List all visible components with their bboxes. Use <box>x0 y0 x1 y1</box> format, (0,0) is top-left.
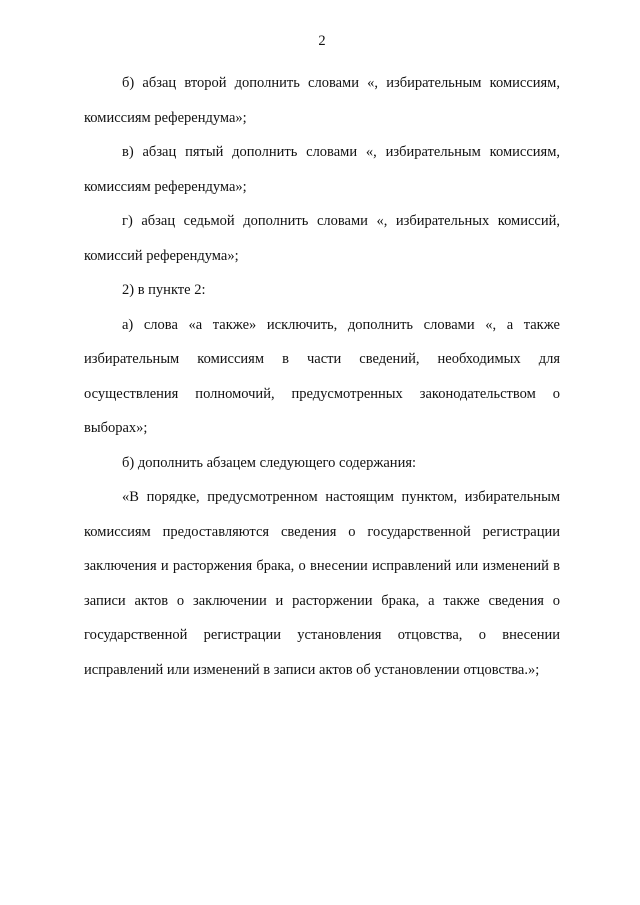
paragraph-quoted-new-text: «В порядке, предусмотренном настоящим пунктом, избирательным комиссиям предоставляются сведения о государственной регистрации заключения и расторжения брака, о внесении исправлений или изменений в записи актов о заключении и расторжении брака, а также сведения о государственной регистрации установления отцовства, о внесении исправлений или изменений в записи актов об установлении отцовства.»; <box>84 489 560 678</box>
document-page <box>84 32 560 687</box>
paragraph-b-dopolnit-abzacem: б) дополнить абзацем следующего содержания: <box>122 454 417 471</box>
paragraph-v-abzac-pyatyy: в) абзац пятый дополнить словами «, избирательным комиссиям, комиссиям референдума»; <box>84 144 560 195</box>
paragraph-b-abzac-vtoroy: б) абзац второй дополнить словами «, избирательным комиссиям, комиссиям референдума»; <box>84 75 560 126</box>
page-number: 2 <box>318 33 326 49</box>
paragraph-a-slova-a-takzhe: а) слова «а также» исключить, дополнить словами «, а также избирательным комиссиям в части сведений, необходимых для осуществления полномочий, предусмотренных законодательством о выборах»; <box>84 316 560 436</box>
paragraph-g-abzac-sedmoy: г) абзац седьмой дополнить словами «, избирательных комиссий, комиссий референдума»; <box>84 213 560 264</box>
paragraph-punkt-2: 2) в пункте 2: <box>122 282 206 298</box>
